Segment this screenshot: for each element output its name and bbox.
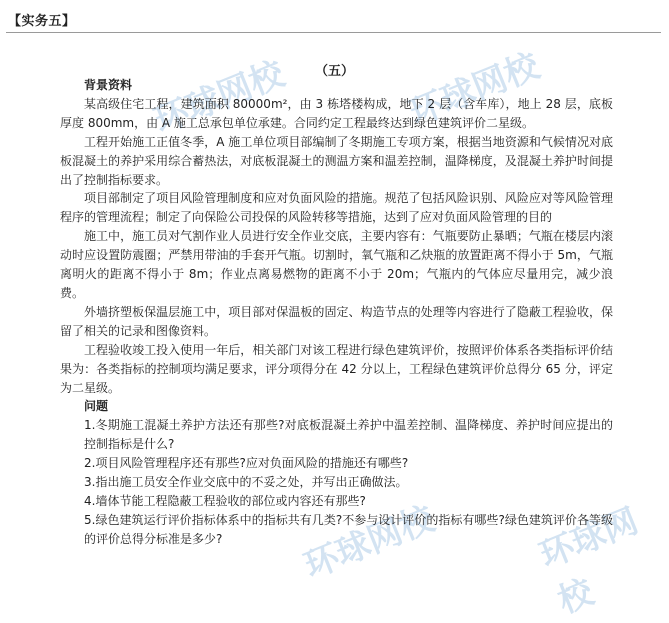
questions-heading: 问题 xyxy=(84,399,109,414)
question-item: 2.项目风险管理程序还有那些?应对负面风险的措施还有哪些? xyxy=(84,456,409,471)
question-item: 5.绿色建筑运行评价指标体系中的指标共有几类?不参与设计评价的指标有哪些?绿色建筑评价各等级的评价总得分标准是多少? xyxy=(84,512,613,546)
document-body xyxy=(60,76,613,549)
paragraph-project-info: 某高级住宅工程，建筑面积 80000m²，由 3 栋塔楼构成，地下 2 层（含车库），地上 28 层，底板厚度 800mm，由 A 施工总承包单位承建。合同约定工程最终达到绿色建筑评价二星级。 xyxy=(60,96,613,130)
watermark-logo: 环球网校 xyxy=(534,501,644,622)
question-item: 1.冬期施工混凝土养护方法还有那些?对底板混凝土养护中温差控制、温降梯度、养护时间应提出的控制指标是什么? xyxy=(84,418,613,452)
section-label: 【实务五】 xyxy=(8,14,76,29)
header-divider xyxy=(6,32,661,33)
paragraph-green-evaluation: 工程验收竣工投入使用一年后，相关部门对该工程进行绿色建筑评价，按照评价体系各类指标评价结果为：各类指标的控制项均满足要求，评分项得分在 42 分以上，工程绿色建筑评价总得分 65 分，评定为二星级。 xyxy=(60,342,613,395)
background-heading: 背景资料 xyxy=(84,78,133,92)
question-item: 4.墙体节能工程隐蔽工程验收的部位或内容还有那些? xyxy=(84,493,366,508)
paragraph-winter-construction: 工程开始施工正值冬季，A 施工单位项目部编制了冬期施工专项方案，根据当地资源和气候情况对底板混凝土的养护采用综合蓄热法，对底板混凝土的测温方案和温差控制，温降梯度，及混凝土养护时间提出了控制指标要求。 xyxy=(60,134,613,187)
paragraph-insulation: 外墙挤塑板保温层施工中，项目部对保温板的固定、构造节点的处理等内容进行了隐蔽工程验收，保留了相关的记录和图像资料。 xyxy=(60,304,613,338)
watermark-logo: 环球网校 xyxy=(298,498,440,587)
question-item: 3.指出施工员安全作业交底中的不妥之处，并写出正确做法。 xyxy=(84,475,408,490)
paragraph-risk-management: 项目部制定了项目风险管理制度和应对负面风险的措施。规范了包括风险识别、风险应对等风险管理程序的管理流程；制定了向保险公司投保的风险转移等措施，达到了应对负面风险管理的目的 xyxy=(60,191,613,225)
watermark-logo: 环球网校 xyxy=(403,45,545,134)
paragraph-safety-briefing: 施工中，施工员对气割作业人员进行安全作业交底，主要内容有：气瓶要防止暴晒；气瓶在楼层内滚动时应设置防震圈；严禁用带油的手套开气瓶。切割时，氧气瓶和乙炔瓶的放置距离不得小于 5m，气瓶离明火的距离不得小于 8m；作业点离易燃物的距离不小于 20m；气瓶内的气体应尽量用完，减少浪费。 xyxy=(60,229,613,300)
case-title: （五） xyxy=(314,64,354,79)
watermark-logo: 环球网校 xyxy=(148,53,290,142)
